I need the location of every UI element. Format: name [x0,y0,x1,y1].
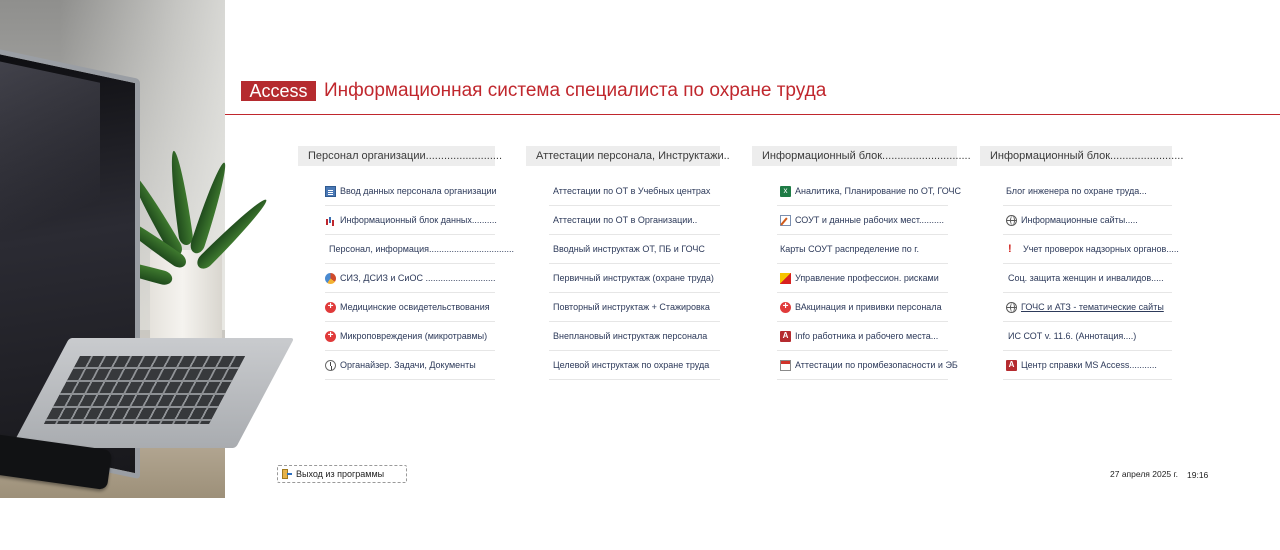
menu-item-vaccination[interactable]: + ВАкцинация и прививки персонала [777,293,948,322]
bar-chart-icon [325,215,336,226]
menu-item-attestation-training-centers[interactable]: Аттестации по ОТ в Учебных центрах [549,177,720,206]
menu-item-inspections[interactable]: ! Учет проверок надзорных органов..... [1003,235,1172,264]
menu-item-info-sites[interactable]: Информационные сайты..... [1003,206,1172,235]
current-date: 27 апреля 2025 г. [1110,469,1178,479]
column-heading-info-1: Информационный блок............................. [752,146,957,166]
menu-item-primary-briefing[interactable]: Первичный инструктаж (охране труда) [549,264,720,293]
header-divider [225,114,1280,115]
menu-item-access-help[interactable]: A Центр справки MS Access........... [1003,351,1172,380]
access-icon [1006,360,1017,371]
globe-icon [1006,302,1017,313]
menu-item-gochs-sites[interactable]: ГОЧС и АТЗ - тематические сайты [1003,293,1172,322]
photo-screen-glare [0,57,100,283]
form-icon [325,186,336,197]
excel-icon [780,186,791,197]
menu-item-unscheduled-briefing[interactable]: Внеплановый инструктаж персонала [549,322,720,351]
current-time: 19:16 [1187,470,1209,480]
globe-icon [1006,215,1017,226]
menu-item-info-block-data[interactable]: Информационный блок данных.......... [325,206,495,235]
menu-item-annotation[interactable]: ИС СОТ v. 11.6. (Аннотация....) [1003,322,1172,351]
menu-item-medical-exams[interactable]: + Медицинские освидетельствования [325,293,495,322]
column-heading-info-2: Информационный блок........................ [980,146,1172,166]
exit-door-icon [282,469,292,480]
column-heading-attestation: Аттестации персонала, Инструктажи.. [526,146,720,166]
menu-item-organizer[interactable]: Органайзер. Задачи, Документы [325,351,495,380]
menu-item-microtrauma[interactable]: + Микроповреждения (микротравмы) [325,322,495,351]
exit-button-label: Выход из программы [296,469,385,479]
menu-item-introductory-briefing[interactable]: Вводный инструктаж ОТ, ПБ и ГОЧС [549,235,720,264]
exclamation-icon [1008,244,1019,255]
access-brand-badge: Access [241,81,316,101]
medical-icon [325,331,336,342]
medical-icon [780,302,791,313]
menu-item-sout-maps[interactable]: Карты СОУТ распределение по г. [777,235,948,264]
access-icon [780,331,791,342]
menu-item-worker-info[interactable]: A Info работника и рабочего места... [777,322,948,351]
menu-item-attestation-organization[interactable]: Аттестации по ОТ в Организации.. [549,206,720,235]
menu-item-targeted-briefing[interactable]: Целевой инструктаж по охране труда [549,351,720,380]
calendar-icon [780,360,791,371]
column-heading-personnel: Персонал организации......................... [298,146,495,166]
pie-chart-icon [325,273,336,284]
menu-item-ppe[interactable]: СИЗ, ДСИЗ и СиОС ............................ [325,264,495,293]
workspace-photo [0,0,225,498]
menu-item-personnel-info[interactable]: Персонал, информация.................................. [325,235,495,264]
menu-item-industrial-safety[interactable]: Аттестации по промбезопасности и ЭБ [777,351,948,380]
clock-icon [325,360,336,371]
app-title: Информационная система специалиста по охране труда [324,80,827,101]
menu-item-repeat-briefing[interactable]: Повторный инструктаж + Стажировка [549,293,720,322]
edit-icon [780,215,791,226]
warning-icon [780,273,791,284]
menu-item-sout-workplaces[interactable]: СОУТ и данные рабочих мест.......... [777,206,948,235]
menu-item-personnel-input[interactable]: Ввод данных персонала организации [325,177,495,206]
menu-item-analytics[interactable]: x Аналитика, Планирование по ОТ, ГОЧС [777,177,948,206]
menu-item-social-protection[interactable]: Соц. защита женщин и инвалидов..... [1003,264,1172,293]
menu-item-risk-management[interactable]: Управление профессион. рисками [777,264,948,293]
exit-button[interactable] [277,465,407,483]
menu-item-engineer-blog[interactable]: Блог инженера по охране труда... [1003,177,1172,206]
medical-icon [325,302,336,313]
